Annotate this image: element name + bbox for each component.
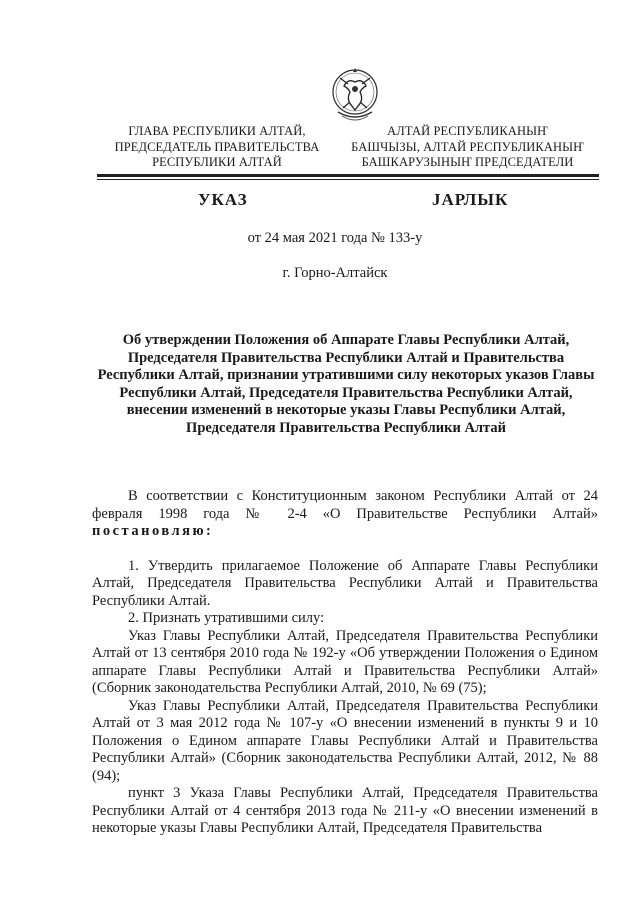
decree-date-number: от 24 мая 2021 года № 133-у <box>247 230 423 246</box>
body-paragraph: 2. Признать утратившими силу: <box>128 610 325 626</box>
decree-subject: Об утверждении Положения об Аппарате Главы Республики Алтай, Председателя Правительства Республики Алтай и Правительства Республики Алтай, признании утратившими силу некоторых указов Главы Республики Алтай, Председателя Правительства Республики Алтай, внесении изменений в некоторые указы Главы Республики Алтай, Председателя Правительства Республики Алтай <box>97 332 595 436</box>
header-right-line: БАШКАРУЗЫНЫҤ ПРЕДСЕДАТЕЛИ <box>361 155 574 169</box>
document-type-russian: УКАЗ <box>198 190 248 209</box>
body-paragraph: 1. Утвердить прилагаемое Положение об Аппарате Главы Республики Алтай, Председателя Правительства Республики Алтай и Правительства Республики Алтай. <box>92 557 598 609</box>
body-paragraph: Указ Главы Республики Алтай, Председателя Правительства Республики Алтай от 3 мая 2012 года № 107-у «О внесении изменений в пункты 9 и 10 Положения о Едином аппарате Главы Республики Алтай и Правительства Республики Алтай» (Сборник законодательства Республики Алтай, 2012, № 88 (94); <box>92 697 598 784</box>
header-left-line: ПРЕДСЕДАТЕЛЬ ПРАВИТЕЛЬСТВА <box>114 139 320 154</box>
header-right-line: АЛТАЙ РЕСПУБЛИКАНЫҤ <box>387 124 548 138</box>
preamble-paragraph <box>92 488 598 541</box>
decree-body <box>92 488 598 838</box>
decree-city: г. Горно-Алтайск <box>282 265 388 281</box>
preamble-text: В соответствии с Конституционным законом Республики Алтай от 24 февраля 1998 года № 2-4 «О Правительстве Республики Алтай» <box>92 488 598 522</box>
decree-word: постановляю: <box>92 523 214 539</box>
header-divider-thick <box>97 174 599 177</box>
header-right-line: БАШЧЫЗЫ, АЛТАЙ РЕСПУБЛИКАНЫҤ <box>351 139 584 154</box>
header-left-line: РЕСПУБЛИКИ АЛТАЙ <box>152 155 282 169</box>
body-paragraph: пункт 3 Указа Главы Республики Алтай, Председателя Правительства Республики Алтай от 4 сентября 2013 года № 211-у «О внесении изменений в некоторые указы Главы Республики Алтай, Председателя Правительства <box>92 785 598 836</box>
body-paragraph: Указ Главы Республики Алтай, Председателя Правительства Республики Алтай от 13 сентября 2010 года № 192-у «Об утверждении Положения о Едином аппарате Главы Республики Алтай и Правительства Республики Алтай» (Сборник законодательства Республики Алтай, 2010, № 69 (75); <box>92 627 598 696</box>
header-left <box>112 124 322 171</box>
coat-of-arms-emblem <box>330 62 380 128</box>
header-divider-thin <box>97 179 599 180</box>
document-type-altai: JАРЛЫК <box>432 190 509 209</box>
header-left-line: ГЛАВА РЕСПУБЛИКИ АЛТАЙ, <box>128 124 306 138</box>
header-right <box>345 124 590 171</box>
